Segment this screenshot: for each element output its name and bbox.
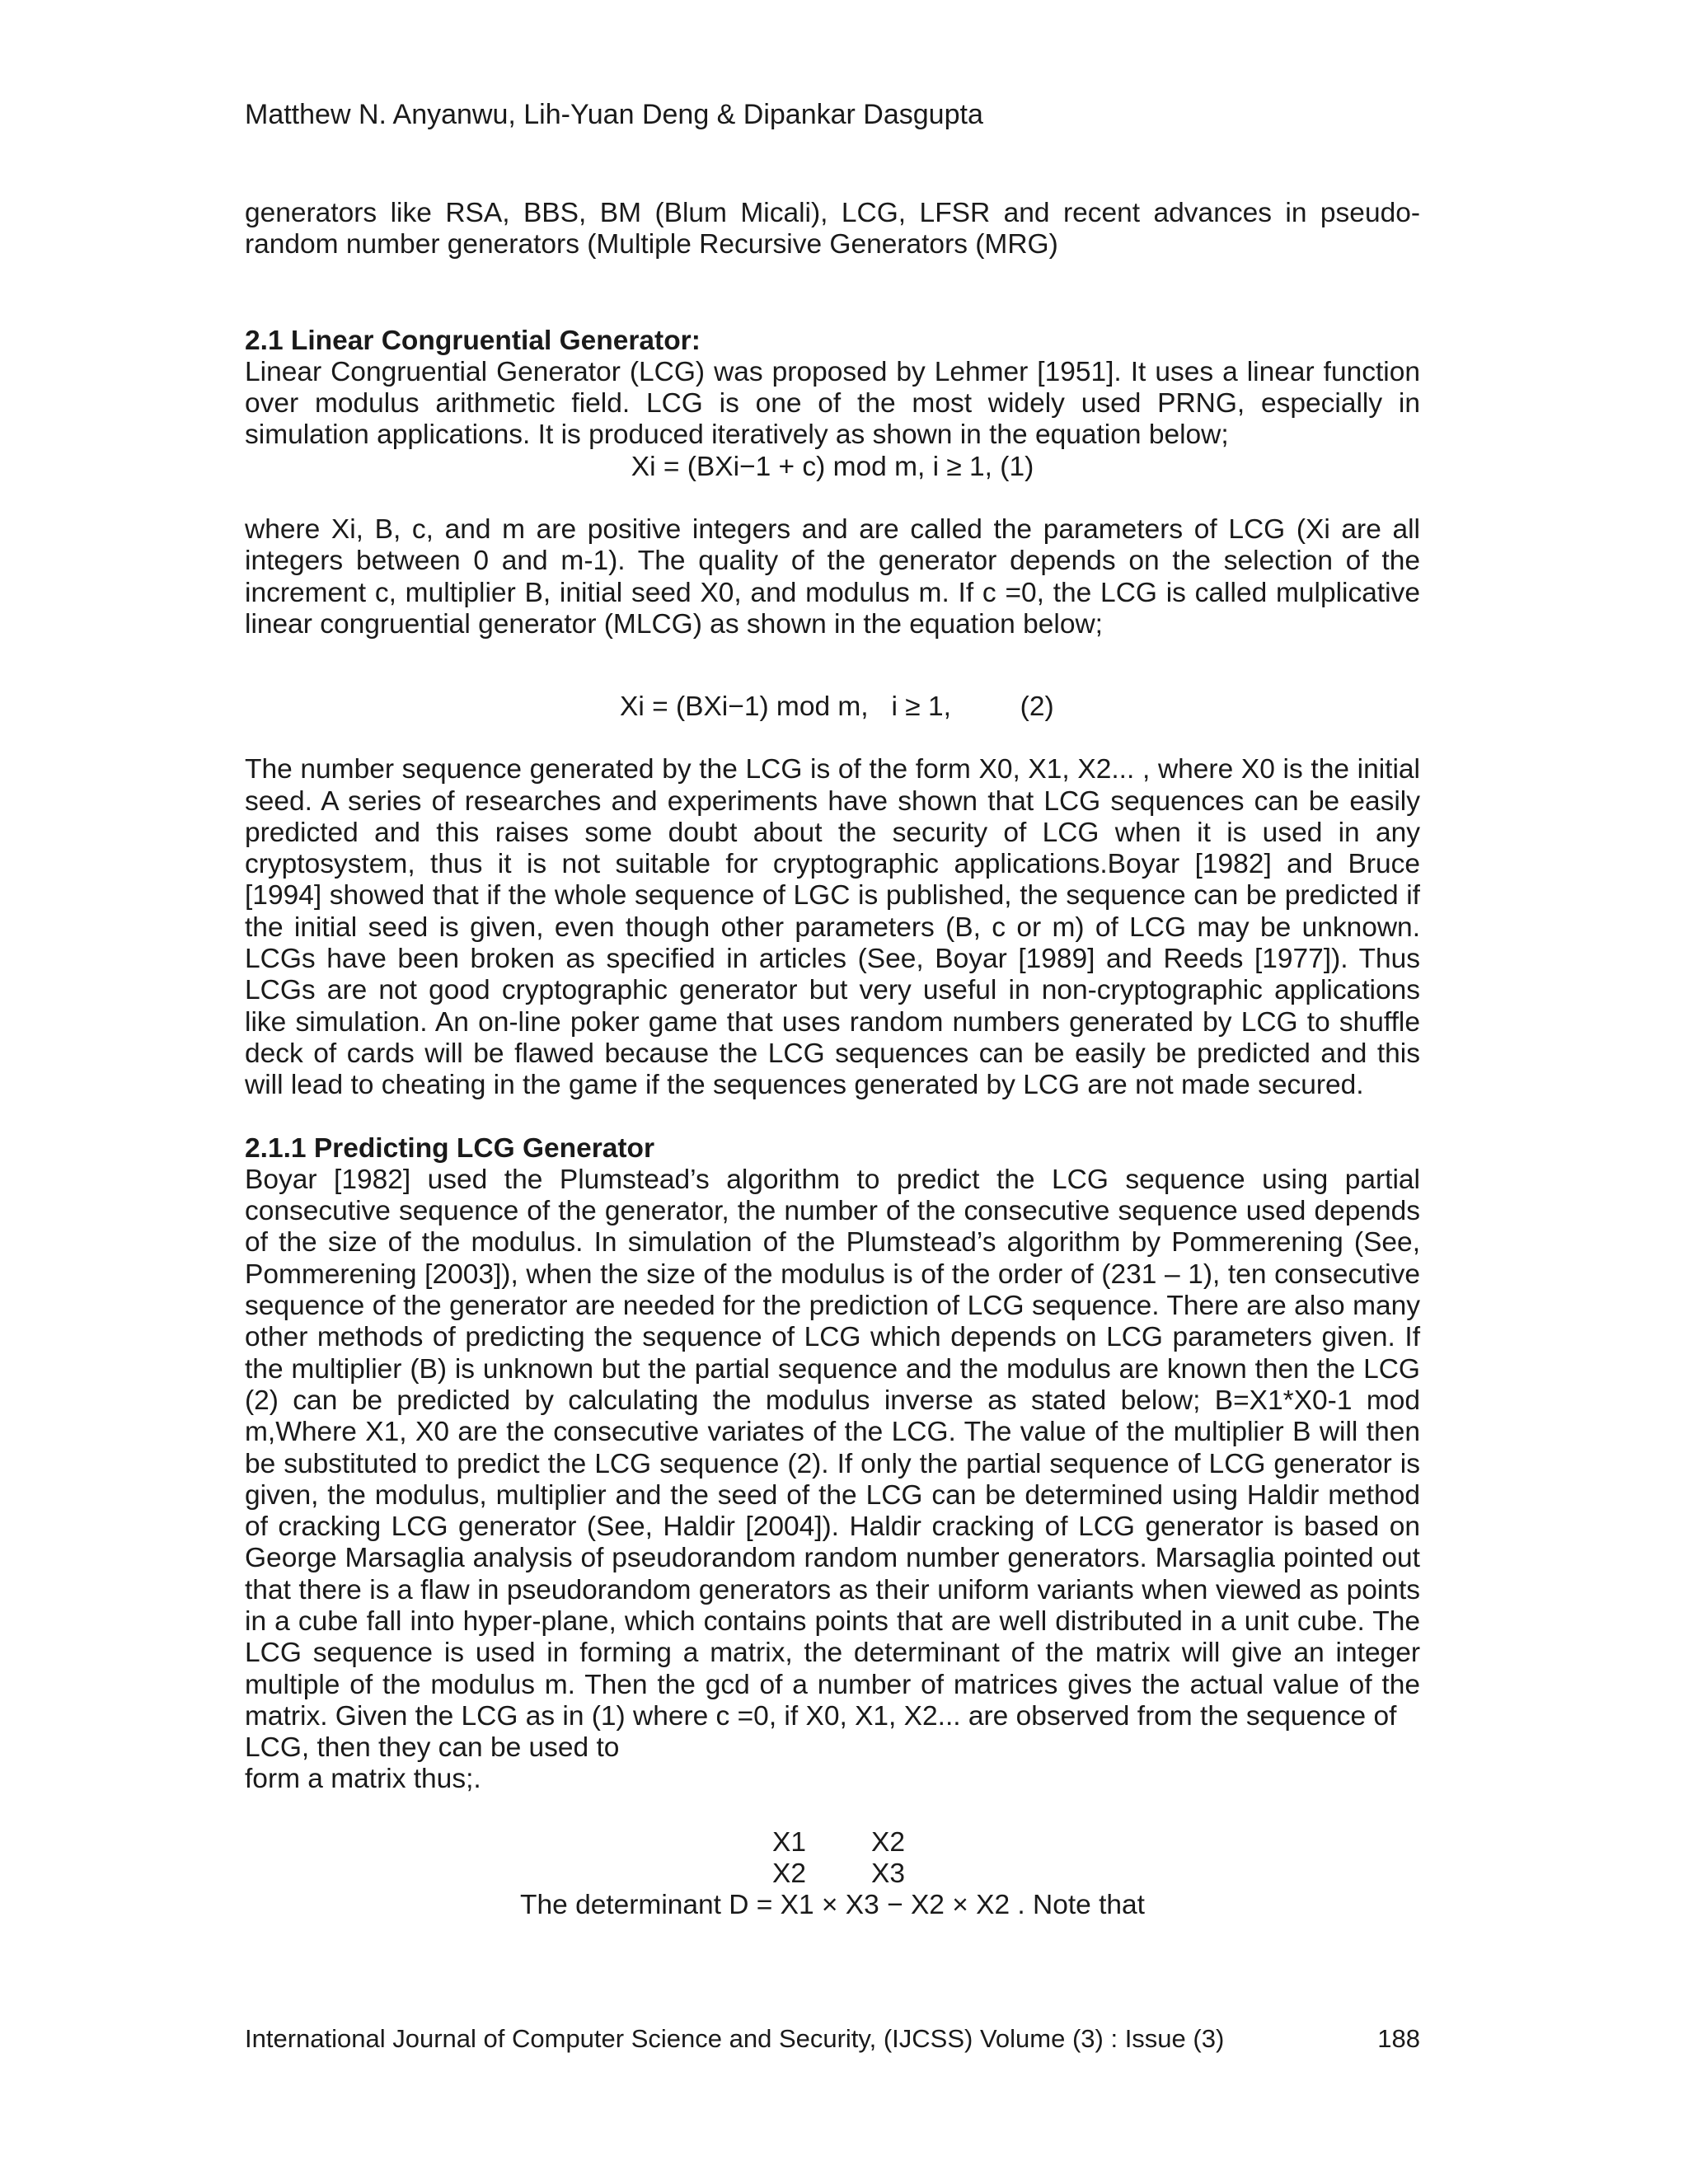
matrix-cell: X3 — [871, 1858, 905, 1889]
matrix-row — [245, 1827, 1420, 1858]
journal-citation: International Journal of Computer Science and Security, (IJCSS) Volume (3) : Issue (3) — [245, 2024, 1225, 2053]
paragraph-lcg-definition: Linear Congruential Generator (LCG) was proposed by Lehmer [1951]. It uses a linear function over modulus arithmetic field. LCG is one of the most widely used PRNG, especially in simulation applications. It is produced iteratively as shown in the equation below; — [245, 356, 1420, 451]
matrix-cell: X2 — [772, 1858, 806, 1889]
paragraph-line-b: form a matrix thus;. — [245, 1764, 481, 1795]
intro-paragraph: generators like RSA, BBS, BM (Blum Micali), LCG, LFSR and recent advances in pseudo-random number generators (Multiple Recursive Generators (MRG) — [245, 198, 1420, 260]
paragraph-lcg-parameters: where Xi, B, c, and m are positive integers and are called the parameters of LCG (Xi are all integers between 0 and m-1). The quality of the generator depends on the selection of the increment c, multiplier B, initial seed X0, and modulus m. If c =0, the LCG is called mulplicative linear congruential generator (MLCG) as shown in the equation below; — [245, 514, 1420, 640]
matrix-row — [245, 1858, 1420, 1890]
section-heading-2-1-1: 2.1.1 Predicting LCG Generator — [245, 1132, 655, 1164]
section-heading-2-1: 2.1 Linear Congruential Generator: — [245, 325, 701, 356]
equation-2-row — [245, 691, 1420, 723]
page-footer — [245, 2022, 1420, 2055]
page-number: 188 — [1377, 2024, 1420, 2053]
determinant-line: The determinant D = X1 × X3 − X2 × X2 . Note that — [520, 1889, 1145, 1920]
matrix-cell: X1 — [772, 1826, 806, 1858]
equation-1: Xi = (BXi−1 + c) mod m, i ≥ 1, (1) — [631, 451, 1034, 482]
equation-2: Xi = (BXi−1) mod m, i ≥ 1, (2) — [620, 691, 1054, 723]
matrix — [245, 1827, 1420, 1890]
paragraph-predicting-lcg: Boyar [1982] used the Plumstead’s algorithm to predict the LCG sequence using partial consecutive sequence of the generator, the number of the consecutive sequence used depends of the size of the modulus. In simulation of the Plumstead’s algorithm by Pommerening (See, Pommerening [2003]), when the size of the modulus is of the order of (231 – 1), ten consecutive sequence of the generator are needed for the prediction of LCG sequence. There are also many other methods of predicting the sequence of LCG which depends on LCG parameters given. If the multiplier (B) is unknown but the partial sequence and the modulus are known then the LCG (2) can be predicted by calculating the modulus inverse as stated below; B=X1*X0-1 mod m,Where X1, X0 are the consecutive variates of the LCG. The value of the multiplier B will then be substituted to predict the LCG sequence (2). If only the partial sequence of LCG generator is given, the modulus, multiplier and the seed of the LCG can be determined using Haldir method of cracking LCG generator (See, Haldir [2004]). Haldir cracking of LCG generator is based on George Marsaglia analysis of pseudorandom random number generators. Marsaglia pointed out that there is a flaw in pseudorandom generators as their uniform variants when viewed as points in a cube fall into hyper-plane, which contains points that are well distributed in a unit cube. The LCG sequence is used in forming a matrix, the determinant of the matrix will give an integer multiple of the modulus m. Then the gcd of a number of matrices gives the actual value of the matrix. Given the LCG as in (1) where c =0, if X0, X1, X2... are observed from the sequence of — [245, 1164, 1420, 1732]
paragraph-lcg-security: The number sequence generated by the LCG is of the form X0, X1, X2... , where X0 is the initial seed. A series of researches and experiments have shown that LCG sequences can be easily predicted and this raises some doubt about the security of LCG when it is used in any cryptosystem, thus it is not suitable for cryptographic applications.Boyar [1982] and Bruce [1994] showed that if the whole sequence of LGC is published, the sequence can be predicted if the initial seed is given, even though other parameters (B, c or m) of LCG may be unknown. LCGs have been broken as specified in articles (See, Boyar [1989] and Reeds [1977]). Thus LCGs are not good cryptographic generator but very useful in non-cryptographic applications like simulation. An on-line poker game that uses random numbers generated by LCG to shuffle deck of cards will be flawed because the LCG sequences can be easily be predicted and this will lead to cheating in the game if the sequences generated by LCG are not made secured. — [245, 754, 1420, 1101]
paragraph-line-a: LCG, then they can be used to — [245, 1732, 620, 1764]
running-header: Matthew N. Anyanwu, Lih-Yuan Deng & Dipankar Dasgupta — [245, 99, 983, 130]
page-body — [245, 198, 1420, 1921]
matrix-cell: X2 — [871, 1826, 905, 1858]
